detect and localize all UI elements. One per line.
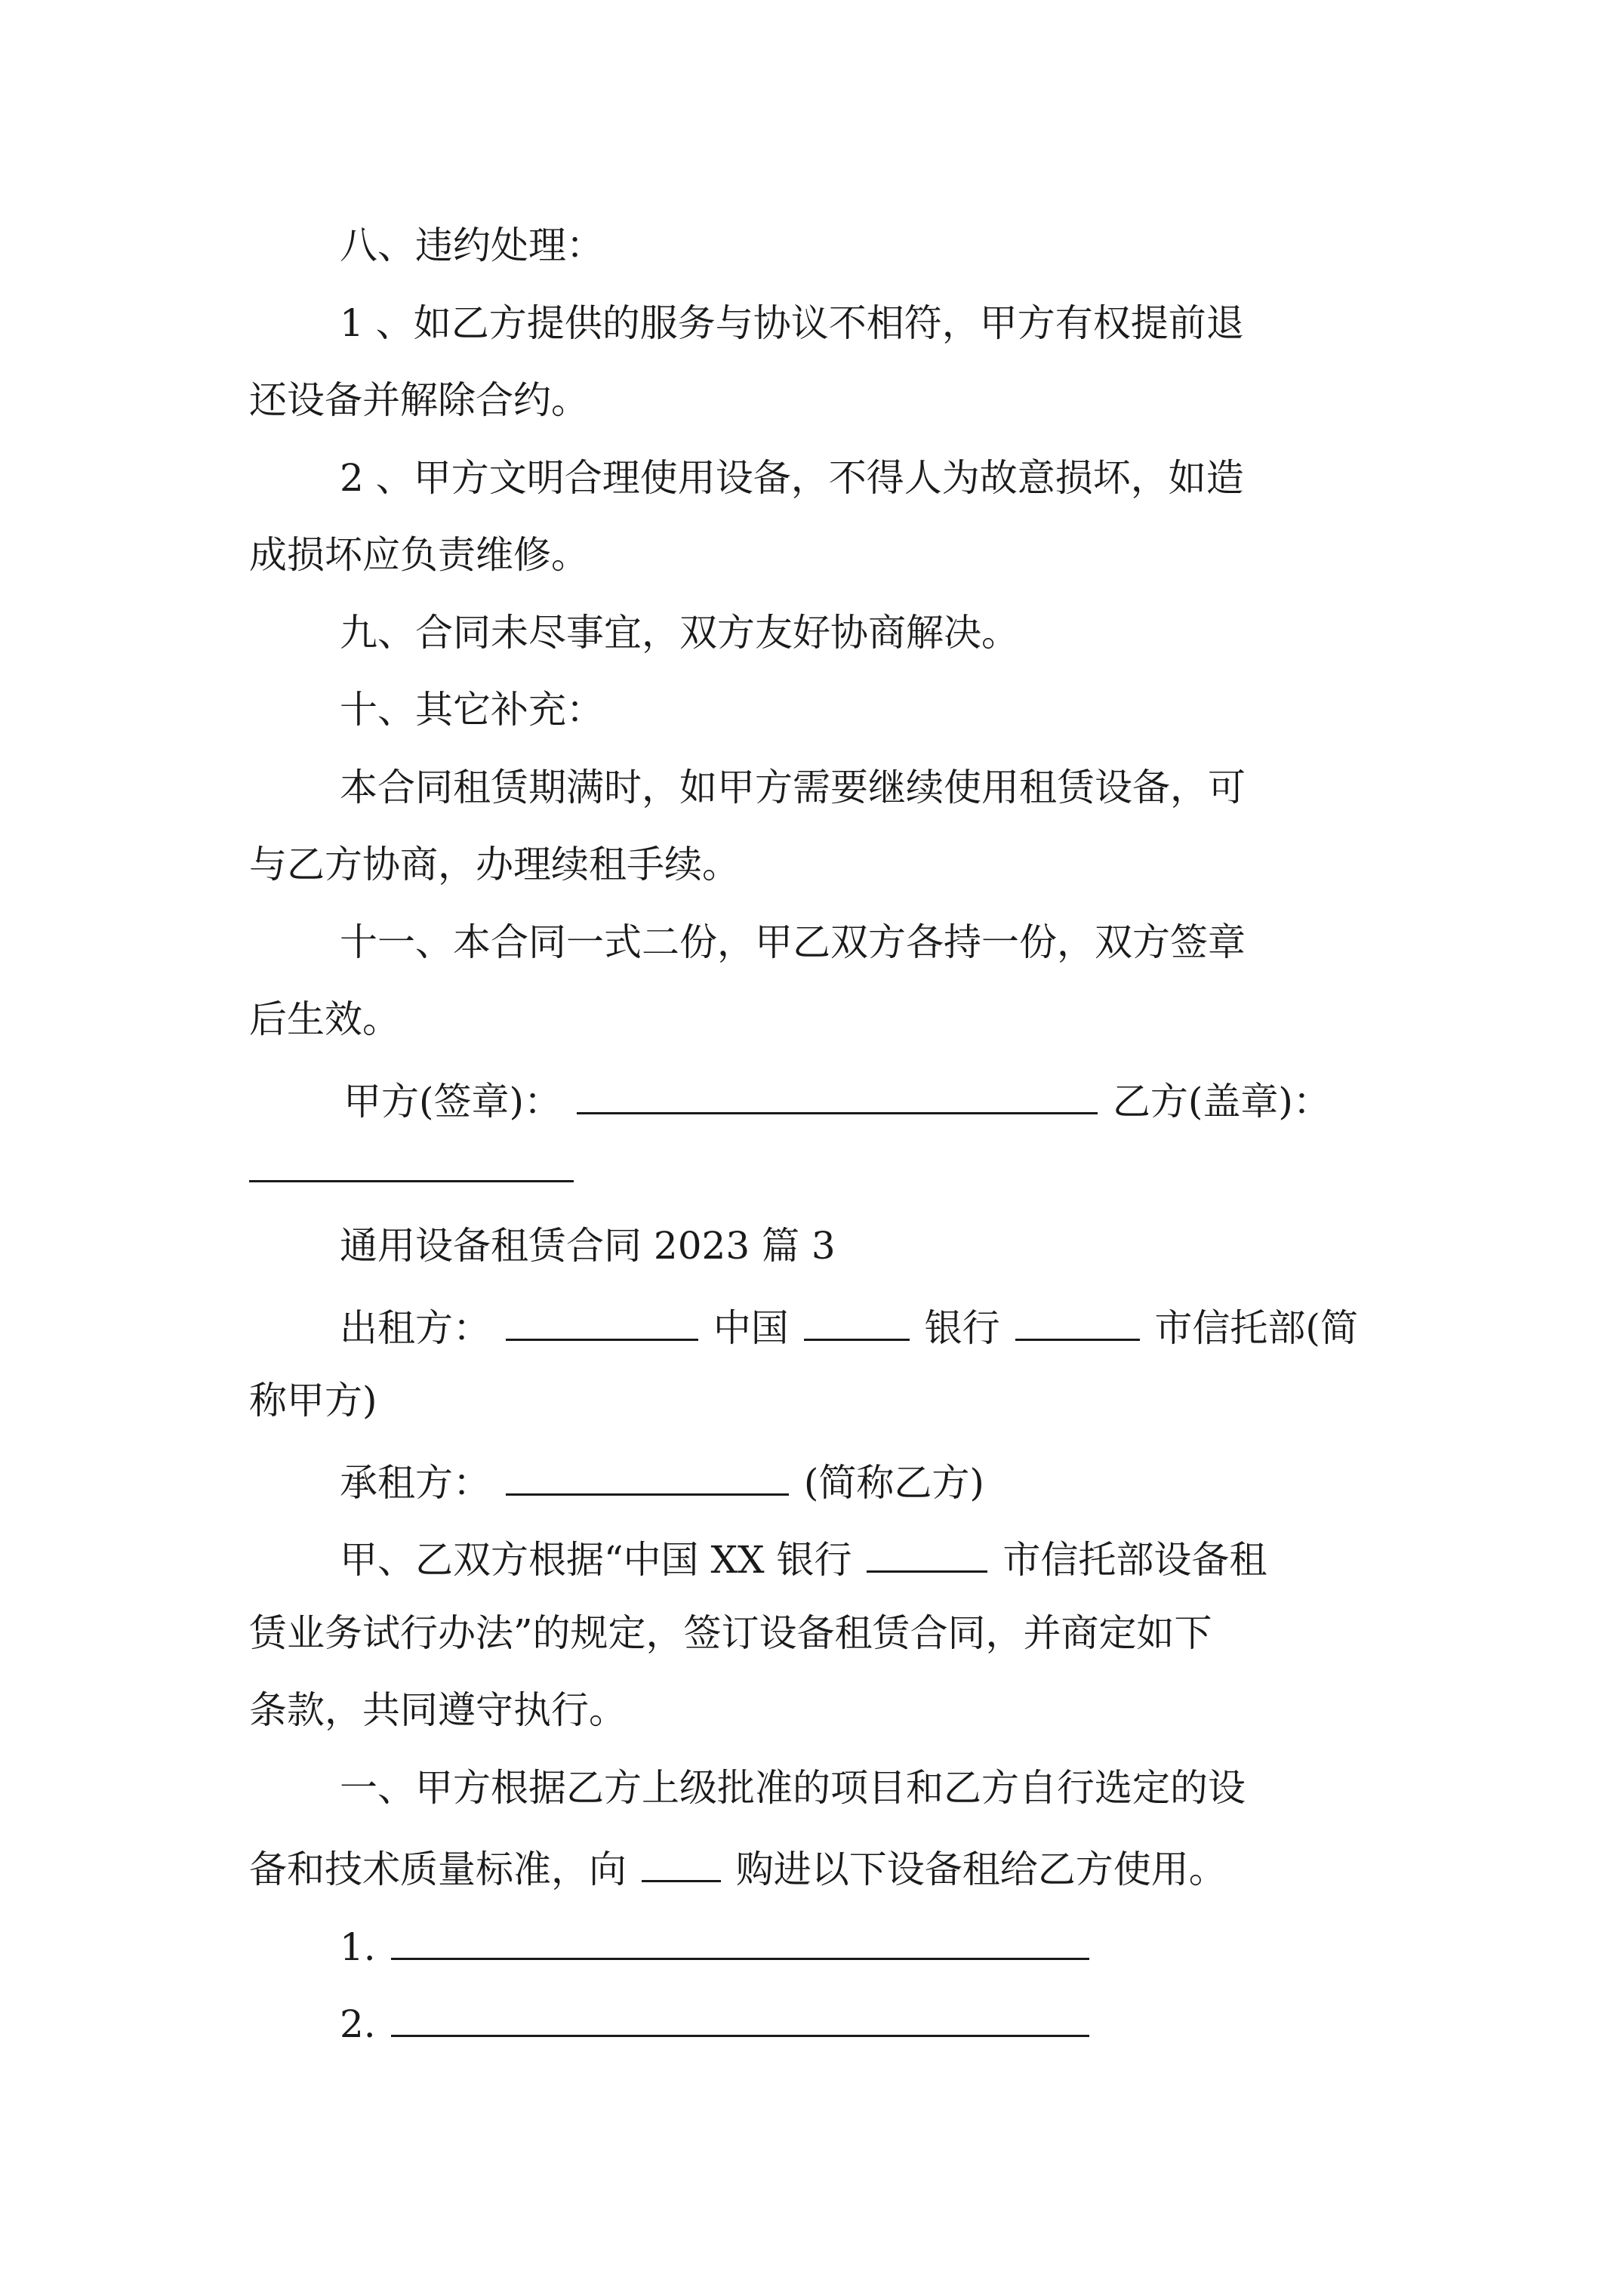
- contract-3-heading: [0, 1223, 1623, 1268]
- clause-9-text: 九、合同未尽事宜，双方友好协商解决。: [340, 611, 1019, 655]
- lessor-line: [0, 1301, 1623, 1350]
- equipment-item-2: [0, 1997, 1623, 2046]
- lessor-china-text: 中国: [713, 1306, 789, 1350]
- lessor-label: 出租方：: [340, 1306, 491, 1350]
- lessee-name-blank: [506, 1456, 789, 1496]
- contract-3-title: 通用设备租赁合同 2023 篇 3: [340, 1224, 836, 1268]
- clause-8-item-1-text: 1 、如乙方提供的服务与协议不相符，甲方有权提前退: [340, 301, 1244, 345]
- lessor-line-cont: [0, 1378, 1623, 1423]
- clause-10-text: 十、其它补充：: [340, 688, 604, 732]
- clause-9: [0, 610, 1623, 655]
- clause-10-heading: [0, 687, 1623, 732]
- article-1-text-a: 一、甲方根据乙方上级批准的项目和乙方自行选定的设: [340, 1766, 1246, 1810]
- lessee-label: 承租方：: [340, 1461, 491, 1505]
- lessor-cont-text: 称甲方): [249, 1379, 377, 1422]
- preamble-line-2: [0, 1610, 1623, 1656]
- article-1-line-1: [0, 1765, 1623, 1811]
- clause-8-text: 八、违约处理：: [340, 223, 604, 267]
- clause-10-body-text: 本合同租赁期满时，如甲方需要继续使用租赁设备，可: [340, 766, 1246, 809]
- party-b-seal-label: 乙方(盖章)：: [1112, 1080, 1331, 1123]
- clause-8-item-1-cont: [0, 378, 1623, 423]
- clause-11-cont-text: 后生效。: [249, 997, 400, 1041]
- clause-10-body-cont-text: 与乙方协商，办理续租手续。: [249, 843, 740, 886]
- clause-11-text: 十一、本合同一式二份，甲乙双方各持一份，双方签章: [340, 920, 1246, 964]
- clause-8-item-2-text: 2 、甲方文明合理使用设备，不得人为故意损坏，如造: [340, 456, 1244, 500]
- clause-8-item-2: [0, 455, 1623, 501]
- signature-line: [0, 1074, 1623, 1123]
- clause-10-body-cont: [0, 842, 1623, 887]
- preamble-line-3: [0, 1687, 1623, 1733]
- article-1-text-c: 购进以下设备租给乙方使用。: [735, 1848, 1227, 1891]
- lessor-bank-text: 银行: [924, 1306, 1000, 1350]
- lessee-line: [0, 1456, 1623, 1505]
- lessor-dept-text: 市信托部(简: [1154, 1306, 1358, 1350]
- preamble-text-a: 甲、乙双方根据“中国 XX 银行: [340, 1538, 852, 1582]
- clause-8-item-2-cont: [0, 532, 1623, 578]
- party-a-signature-blank: [577, 1074, 1098, 1114]
- clause-11-cont: [0, 997, 1623, 1042]
- lessor-city-blank: [1015, 1301, 1140, 1341]
- article-1-line-2: [0, 1842, 1623, 1891]
- article-1-text-b: 备和技术质量标准，向: [249, 1848, 627, 1891]
- party-a-signature-label: 甲方(签章)：: [343, 1080, 562, 1123]
- lessee-suffix-text: (简称乙方): [803, 1461, 984, 1505]
- preamble-text-c: 赁业务试行办法”的规定，签订设备租赁合同，并商定如下: [249, 1611, 1212, 1655]
- clause-8-heading: [0, 223, 1623, 268]
- clause-8-item-1: [0, 300, 1623, 346]
- equipment-item-2-blank: [391, 1997, 1089, 2037]
- equipment-item-1-number: 1.: [340, 1925, 376, 1969]
- preamble-line-1: [0, 1533, 1623, 1582]
- clause-10-body: [0, 765, 1623, 810]
- clause-8-item-2-cont-text: 成损坏应负责维修。: [249, 533, 589, 577]
- clause-11: [0, 920, 1623, 965]
- equipment-item-2-number: 2.: [340, 2002, 376, 2046]
- preamble-text-b: 市信托部设备租: [1002, 1538, 1267, 1582]
- equipment-item-1-blank: [391, 1920, 1089, 1960]
- equipment-item-1: [0, 1920, 1623, 1969]
- party-b-seal-blank: [249, 1180, 574, 1182]
- lessor-bank-blank: [804, 1301, 910, 1341]
- clause-8-item-1-cont-text: 还设备并解除合约。: [249, 378, 589, 422]
- preamble-city-blank: [867, 1533, 987, 1573]
- supplier-blank: [642, 1842, 721, 1882]
- lessor-name-blank: [506, 1301, 698, 1341]
- preamble-text-d: 条款，共同遵守执行。: [249, 1688, 627, 1732]
